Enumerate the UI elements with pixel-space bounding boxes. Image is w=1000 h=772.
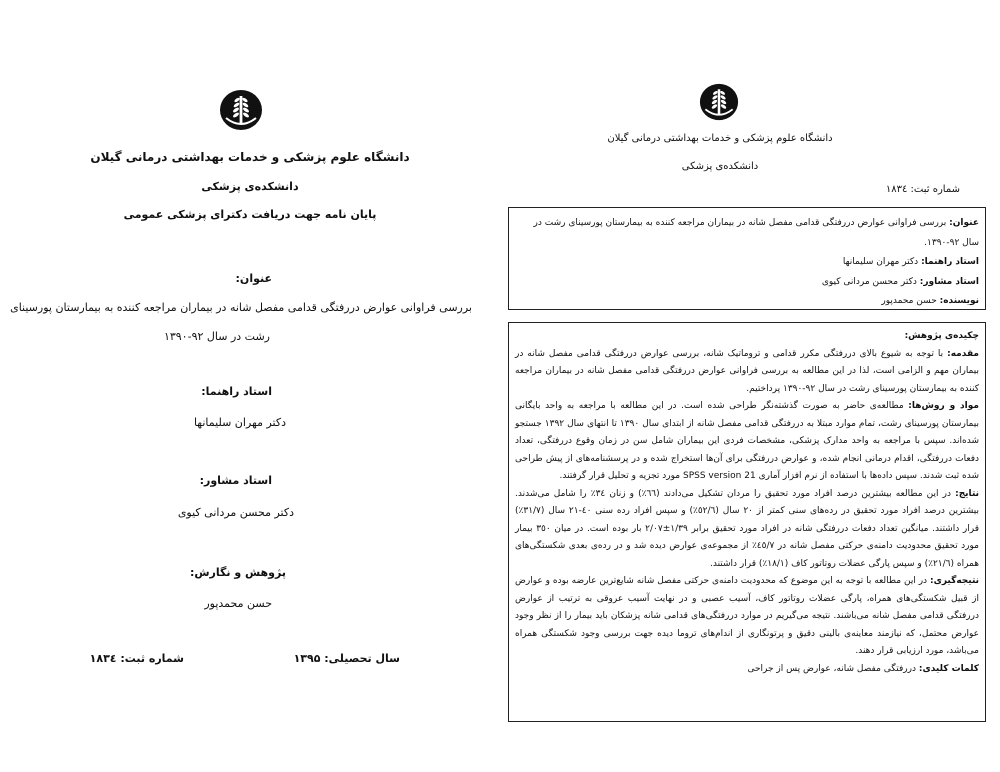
results-label: نتایج: <box>955 488 979 499</box>
university-logo <box>218 88 264 132</box>
info-advisor-label: استاد مشاور: <box>919 276 979 287</box>
registration-number: شماره ثبت: ۱۸۳٤ <box>89 652 184 665</box>
registration-number: شماره ثبت: ۱۸۳٤ <box>885 184 960 195</box>
info-supervisor-line <box>515 253 979 273</box>
info-advisor-name: دکتر محسن مردانی کیوی <box>821 276 917 287</box>
info-author-label: نویسنده: <box>939 296 979 306</box>
wheat-emblem-icon <box>218 88 264 132</box>
faculty-name: دانشکده‌ی پزشکی <box>201 180 299 193</box>
info-author-line <box>515 292 979 312</box>
wheat-emblem-icon <box>698 82 740 122</box>
university-logo <box>698 82 740 122</box>
methods-label: مواد و روش‌ها: <box>908 401 979 411</box>
conclusion-text: در این مطالعه با توجه به این موضوع که محدودیت دامنه‌ی حرکتی مفصل شانه شایع‌ترین عارضه بوده و عوارض از قبیل شکستگی‌های همراه، پارگی عضلات روتاتور کاف، آسیب عصبی و در نهایت آسیب عروقی به ترتیب از عوارض دررفتگی قدامی مفصل شانه می‌باشند. نتیجه می‌گیریم در موارد دررفتگی‌های قدامی شانه پزشکان باید بیمار را از نظر وجود عوارض محتمل، که نیازمند معاینه‌ی بالینی دقیق و پرتونگاری از اندام‌های تروما دیده جهت بررسی وجود شکستگی همراه می‌باشد، مورد ارزیابی قرار دهند. <box>515 576 979 656</box>
methods-text: مطالعه‌ی حاضر به صورت گذشته‌نگر طراحی شده است. در این مطالعه با مراجعه به واحد بایگانی بیمارستان پورسینای رشت، تمام موارد مبتلا به دررفتگی قدامی مفصل شانه از ابتدای سال ۱۳۹۰ تا انتهای سال ۱۳۹۲ جستجو شده‌اند. سپس با مراجعه به واحد مدارک پزشکی، مشخصات فردی این بیماران شامل سن در زمان وقوع دررفتگی، تعداد دفعات دررفتگی، اقدام درمانی انجام شده، و عوارض دررفتگی برای آن‌ها استخراج شده و در پرسشنامه‌های از پیش طراحی شده ثبت شدند. سپس داده‌ها با استفاده از نرم افزار آماری SPSS version 21 مورد تجزیه و تحلیل قرار گرفتند. <box>515 401 979 481</box>
thesis-abstract-page <box>500 0 1000 772</box>
intro-label: مقدمه: <box>947 348 979 359</box>
title-line-2: رشت در سال ۹۲-۱۳۹۰ <box>163 330 270 343</box>
keywords-text: دررفتگی مفصل شانه، عوارض پس از جراحی <box>747 663 916 674</box>
intro-text: با توجه به شیوع بالای دررفتگی مکرر قدامی و تروماتیک شانه، بررسی عوارض دررفتگی قدامی مفصل شانه در بیماران مهم و الزامی است، لذا در این مطالعه به بررسی فراوانی عوارض دررفتگی قدامی مفصل شانه در بیماران مراجعه کننده به بیمارستان پورسینای رشت در سال ۹۲-۱۳۹۰ پرداختیم. <box>515 348 979 394</box>
abstract-keywords <box>515 661 979 679</box>
conclusion-label: نتیجه‌گیری: <box>929 576 979 586</box>
advisor-label: استاد مشاور: <box>199 474 272 487</box>
info-title-text: بررسی فراوانی عوارض دررفتگی قدامی مفصل شانه در بیماران مراجعه کننده به بیمارستان پورسینای رشت در <box>533 218 947 228</box>
results-text: در این مطالعه بیشترین درصد افراد مورد تحقیق را مردان تشکیل می‌دادند (٦٦٪) و زنان ۳٤٪ را شامل می‌شدند. بیشترین درصد افراد مورد تحقیق در رده‌های سنی کمتر از ۲۰ سال (٥٢/٦٪) و سپس افراد رده سنی ٤٠-۲۱ سال (۳۱/۷٪) قرار داشتند. میانگین تعداد دفعات دررفتگی شانه در افراد مورد تحقیق برابر ۱/۳۹±۲/۰۷ بار بوده است. در میان ۳٥۰ بیمار مورد تحقیق محدودیت دامنه‌ی حرکتی مفصل شانه در ٤٥/۷٪ از مجموعه‌ی عوارض دیده شد و در رده‌ی بعدی شکستگی‌های همراه (۲۱/٦٪) و سپس پارگی عضلات روتاتور کاف (۱۸/۱٪) قرار داشتند. <box>515 488 980 569</box>
university-name: دانشگاه علوم پزشکی و خدمات بهداشتی درمانی گیلان <box>607 133 833 144</box>
thesis-info-box <box>508 207 986 310</box>
keywords-label: کلمات کلیدی: <box>918 663 979 674</box>
author-label: پژوهش و نگارش: <box>189 566 286 579</box>
supervisor-name: دکتر مهران سلیمانها <box>193 416 286 429</box>
abstract-box <box>508 322 986 722</box>
abstract-methods <box>515 398 979 486</box>
abstract-results <box>515 486 979 574</box>
thesis-type: پایان نامه جهت دریافت دکترای پزشکی عمومی <box>123 208 377 221</box>
supervisor-label: استاد راهنما: <box>201 385 272 398</box>
faculty-name: دانشکده‌ی پزشکی <box>681 161 759 172</box>
author-name: حسن محمدپور <box>204 597 272 610</box>
info-title-label: عنوان: <box>949 218 979 228</box>
info-title-line-2: سال ۹۲-۱۳۹۰. <box>924 237 979 248</box>
abstract-heading: چکیده‌ی پژوهش: <box>904 331 979 341</box>
advisor-name: دکتر محسن مردانی کیوی <box>177 506 294 519</box>
abstract-conclusion <box>515 573 979 661</box>
info-title-line <box>515 214 979 234</box>
university-name: دانشگاه علوم پزشکی و خدمات بهداشتی درمانی گیلان <box>90 150 410 164</box>
info-author-name: حسن محمدپور <box>881 296 937 306</box>
info-supervisor-label: استاد راهنما: <box>921 257 979 267</box>
info-advisor-line <box>515 273 979 293</box>
title-line-1: بررسی فراوانی عوارض دررفتگی قدامی مفصل شانه در بیماران مراجعه کننده به بیمارستان پورسینای <box>10 301 472 314</box>
title-label: عنوان: <box>235 272 272 285</box>
academic-year: سال تحصیلی: ۱۳۹۵ <box>293 652 400 665</box>
info-supervisor-name: دکتر مهران سلیمانها <box>842 257 919 267</box>
abstract-intro <box>515 346 979 399</box>
